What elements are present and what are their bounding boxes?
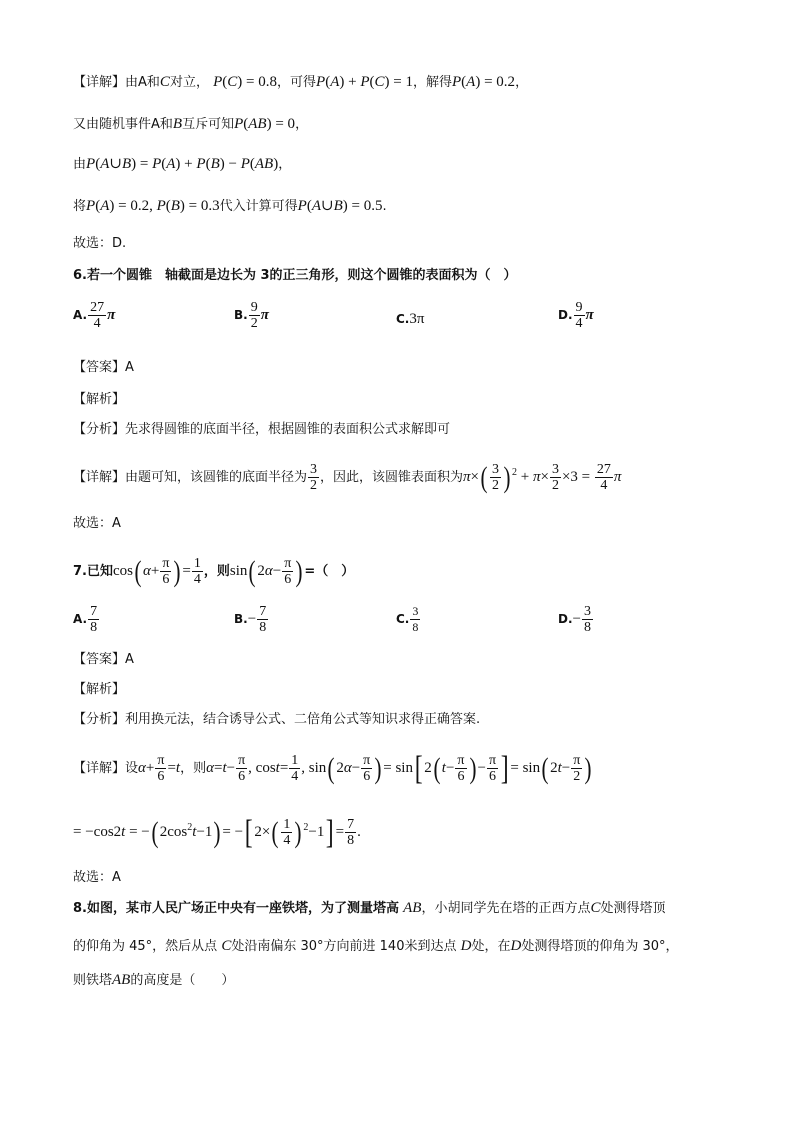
q6-option-c: C.3π bbox=[396, 311, 425, 327]
q7-answer: 【答案】A bbox=[73, 652, 134, 667]
q5-detail-line2: 又由随机事件A和B互斥可知P(AB) = 0， bbox=[73, 116, 309, 132]
q7-detail-line1: 【详解】设α+ $\frac{\pi}{6}$ =t，则α=t− $\frac{\pi}{6}$ , cost= $\frac{1}{4}$ , sin( 2α− $\frac{\pi}{6}$ ) = sin[ 2( t− $\frac{\pi}{6}$ ) − $\frac{\pi}{6}$ ] = sin( 2t− $\frac{\pi}{2}$ ) bbox=[73, 749, 592, 787]
q8-line3: 则铁塔AB的高度是（ ） bbox=[73, 972, 235, 988]
q5-choice: 故选：D. bbox=[73, 236, 127, 251]
q6-detail: 【详解】由题可知，该圆锥的底面半径为 $\frac{3}{2}$ ，因此，该圆锥表面积为π×( $\frac{3}{2}$ ) $^2$ + π× $\frac{3}{2}$ ×3 = $\frac{27}{4}$ π bbox=[73, 460, 622, 494]
q7-option-d: D.− $\frac{3}{8}$ bbox=[558, 604, 591, 635]
q6-fenxi: 【分析】先求得圆锥的底面半径，根据圆锥的表面积公式求解即可 bbox=[73, 422, 451, 437]
q5-detail-line4: 将P(A) = 0.2, P(B) = 0.3代入计算可得P(A∪B) = 0.5. bbox=[73, 198, 387, 214]
q6-option-b: B. $\frac{9}{2}$ π bbox=[234, 300, 269, 331]
q6-option-d: D. $\frac{9}{4}$ π bbox=[558, 300, 594, 331]
q6-choice: 故选：A bbox=[73, 516, 121, 531]
q5-detail-line3: 由P(A∪B) = P(A) + P(B) − P(AB)， bbox=[73, 156, 292, 172]
q7-option-b: B.− $\frac{7}{8}$ bbox=[234, 604, 267, 635]
q7-option-c: C. $\frac{3}{8}$ bbox=[396, 604, 419, 634]
q6-option-a: A. $\frac{27}{4}$ π bbox=[73, 300, 116, 331]
q7-fenxi: 【分析】利用换元法，结合诱导公式、二倍角公式等知识求得正确答案. bbox=[73, 712, 481, 727]
q6-analysis: 【解析】 bbox=[73, 392, 126, 407]
q7-choice: 故选：A bbox=[73, 870, 121, 885]
q5-detail-line1: 【详解】由A和C对立， P(C) = 0.8，可得P(A) + P(C) = 1，解得P(A) = 0.2， bbox=[73, 74, 529, 90]
q7-analysis: 【解析】 bbox=[73, 682, 126, 697]
q7-stem: 7.已知cos( α+ $\frac{\pi}{6}$ ) = $\frac{1}{4}$ ，则sin( 2α− $\frac{\pi}{6}$ ) =（ ） bbox=[73, 554, 355, 588]
q6-stem: 6.若一个圆锥 轴截面是边长为 3的正三角形，则这个圆锥的表面积为（ ） bbox=[73, 268, 517, 283]
q8-line1: 8.如图，某市人民广场正中央有一座铁塔，为了测量塔高 AB，小胡同学先在塔的正西方点C处测得塔顶 bbox=[73, 900, 666, 916]
q8-line2: 的仰角为 45°，然后从点 C处沿南偏东 30°方向前进 140米到达点 D处，在D处测得塔顶的仰角为 30°， bbox=[73, 938, 679, 954]
q6-answer: 【答案】A bbox=[73, 360, 134, 375]
q7-option-a: A. $\frac{7}{8}$ bbox=[73, 604, 98, 635]
q7-detail-line2: = −cos2t = −( $2\cos^2t-1$) = −[ 2×( $\frac{1}{4}$ ) $^2$−1] = $\frac{7}{8}$ . bbox=[73, 813, 361, 851]
